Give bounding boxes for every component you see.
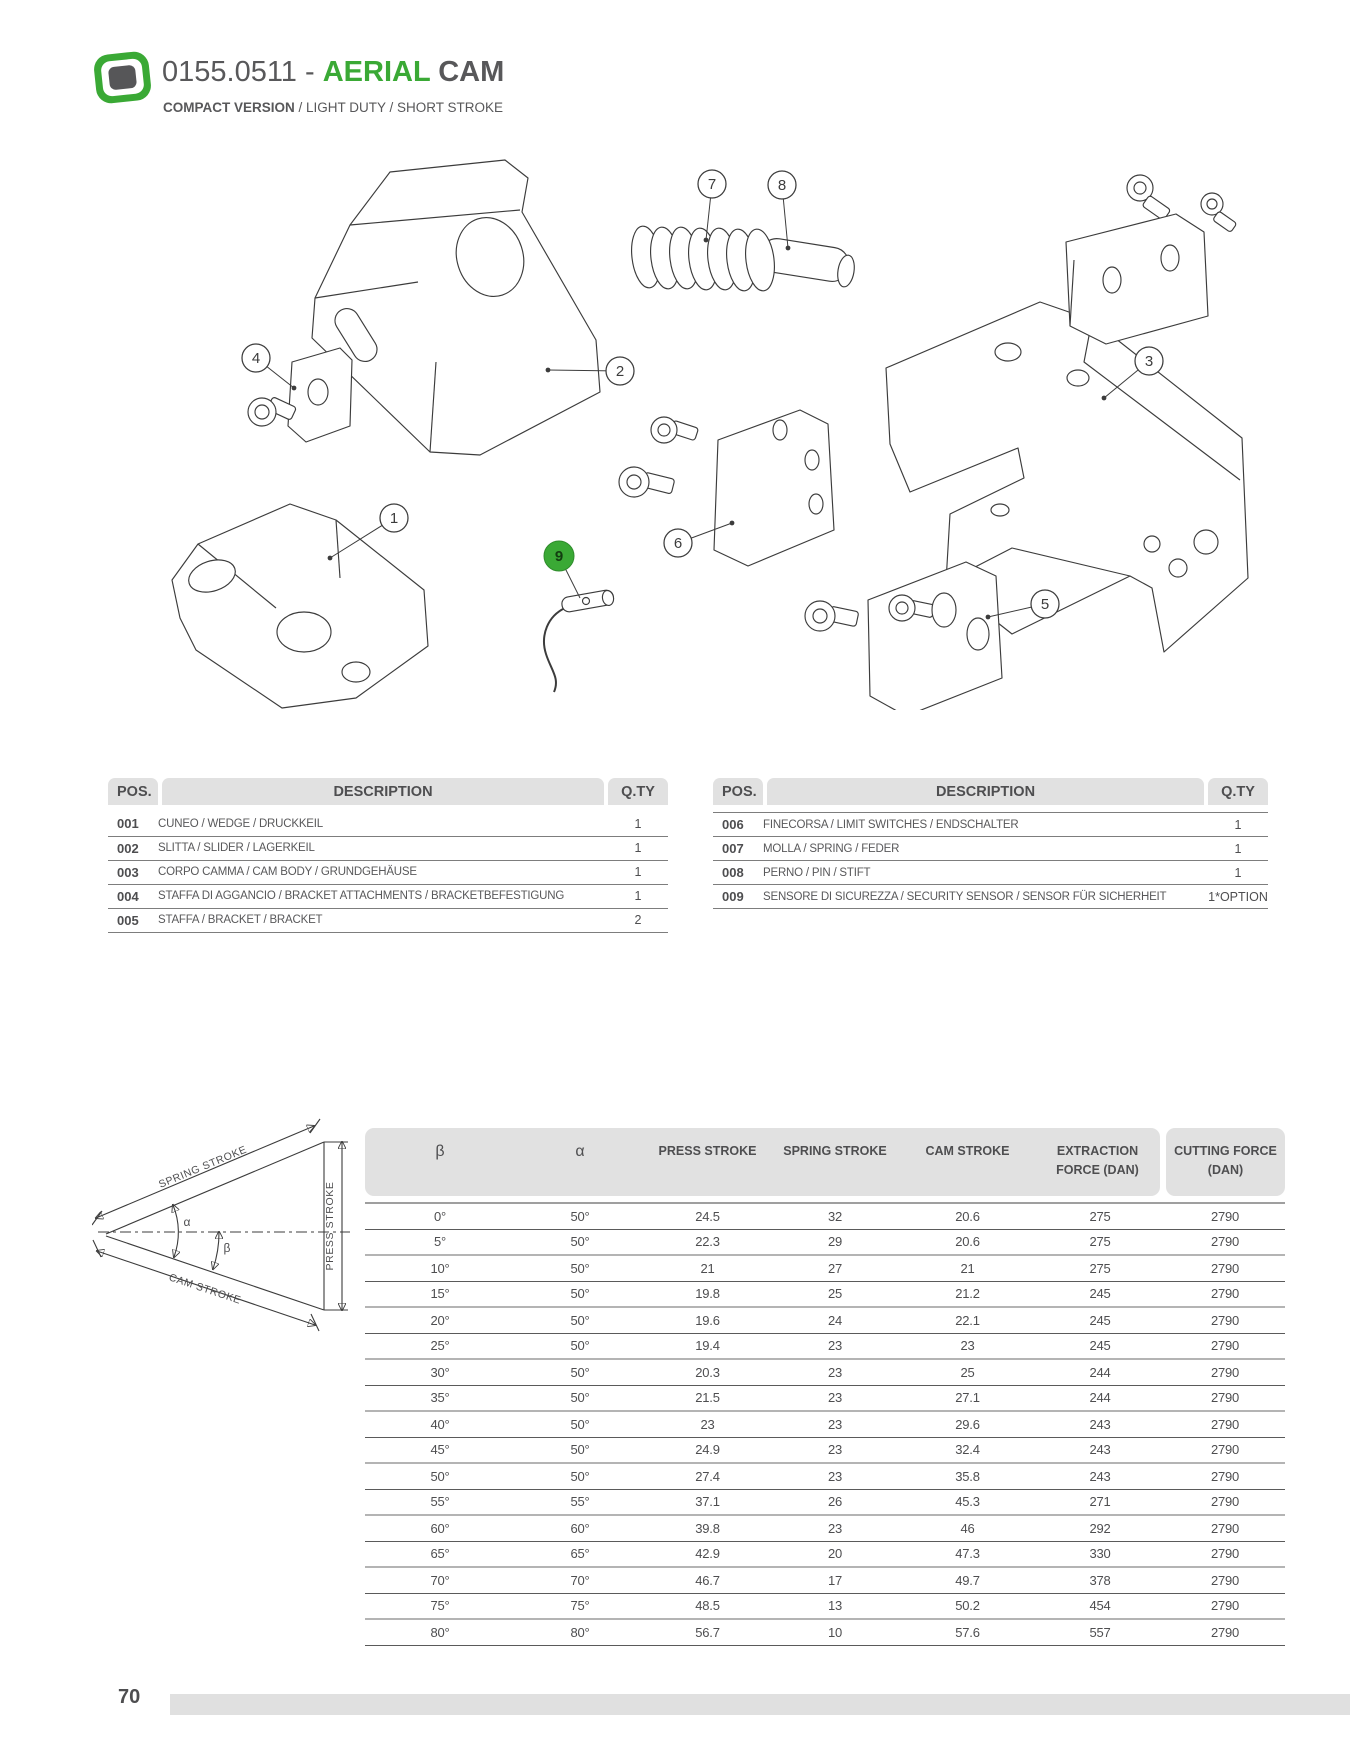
part-row-cell-qty: 1 [608,884,668,908]
stroke-row-cell-0: 10° [365,1255,515,1281]
stroke-row-cell-4: 20.6 [900,1203,1035,1229]
callout-9-label: 9 [554,548,564,565]
stroke-row [365,1411,1285,1437]
stroke-row-cell-0: 70° [365,1567,515,1593]
stroke-row-cell-2: 48.5 [645,1593,770,1619]
callout-8 [768,171,796,250]
part-row-cell-description: STAFFA / BRACKET / BRACKET [158,908,608,932]
stroke-row-cell-3: 20 [770,1541,900,1567]
col-header-description: DESCRIPTION [162,778,604,805]
stroke-row [365,1359,1285,1385]
part-row-cell-description: SLITTA / SLIDER / LAGERKEIL [158,836,608,860]
cam-stroke-label: CAM STROKE [167,1271,243,1307]
part-row [108,908,668,932]
part-slider [172,504,428,708]
stroke-row-cell-1: 50° [515,1203,645,1229]
parts-table-right-body [713,813,1268,909]
stroke-row-cell-0: 40° [365,1411,515,1437]
part-row-cell-pos: 008 [713,861,763,885]
stroke-row-cell-2: 22.3 [645,1229,770,1255]
stroke-row-cell-3: 23 [770,1515,900,1541]
col-header-cutting-force: CUTTING FORCE (DAN) [1166,1128,1285,1196]
stroke-row-cell-2: 23 [645,1411,770,1437]
part-row-cell-description: CORPO CAMMA / CAM BODY / GRUNDGEHÄUSE [158,860,608,884]
stroke-row-cell-2: 19.6 [645,1307,770,1333]
stroke-row-cell-0: 55° [365,1489,515,1515]
part-bracket-top [1066,175,1237,344]
col-header-alpha: α [575,1143,585,1160]
stroke-row-cell-3: 13 [770,1593,900,1619]
part-row [108,836,668,860]
stroke-row-cell-4: 21.2 [900,1281,1035,1307]
press-stroke-label: PRESS STROKE [324,1181,336,1271]
callout-1-label: 1 [389,510,399,527]
spring-stroke-dimension [92,1119,324,1234]
part-bracket-bottom [805,562,1002,710]
stroke-row-cell-4: 46 [900,1515,1035,1541]
stroke-row-cell-5: 275 [1035,1203,1165,1229]
stroke-row-cell-6: 2790 [1165,1489,1285,1515]
stroke-row-cell-3: 23 [770,1333,900,1359]
stroke-row-cell-3: 26 [770,1489,900,1515]
stroke-row-cell-6: 2790 [1165,1255,1285,1281]
stroke-row [365,1463,1285,1489]
part-row-cell-pos: 007 [713,837,763,861]
stroke-row-cell-3: 32 [770,1203,900,1229]
stroke-row-cell-6: 2790 [1165,1281,1285,1307]
part-cam-body [312,160,600,455]
stroke-row-cell-3: 23 [770,1359,900,1385]
part-row-cell-pos: 009 [713,885,763,909]
stroke-row-cell-4: 29.6 [900,1411,1035,1437]
stroke-row [365,1203,1285,1229]
stroke-row-cell-5: 330 [1035,1541,1165,1567]
stroke-row-cell-4: 21 [900,1255,1035,1281]
stroke-table-header [365,1128,1285,1196]
product-name: CAM [430,56,505,88]
stroke-row-cell-4: 47.3 [900,1541,1035,1567]
cam-stroke-dimension [93,1236,324,1331]
stroke-row-cell-4: 35.8 [900,1463,1035,1489]
stroke-row-cell-2: 46.7 [645,1567,770,1593]
press-stroke-dimension [324,1142,348,1310]
stroke-row-cell-2: 19.4 [645,1333,770,1359]
stroke-row-cell-2: 20.3 [645,1359,770,1385]
stroke-row-cell-6: 2790 [1165,1567,1285,1593]
stroke-row-cell-0: 30° [365,1359,515,1385]
stroke-row-cell-0: 0° [365,1203,515,1229]
stroke-row-cell-5: 244 [1035,1385,1165,1411]
parts-table-right [713,778,1268,909]
stroke-table-body [365,1203,1285,1645]
stroke-row [365,1333,1285,1359]
alpha-angle [173,1205,191,1257]
part-row-cell-qty: 2 [608,908,668,932]
stroke-row-cell-5: 245 [1035,1307,1165,1333]
stroke-row-cell-0: 35° [365,1385,515,1411]
part-row-cell-qty: 1 [1208,837,1268,861]
stroke-row-cell-4: 57.6 [900,1619,1035,1645]
stroke-row-cell-0: 45° [365,1437,515,1463]
stroke-row-cell-2: 21 [645,1255,770,1281]
stroke-row-cell-4: 25 [900,1359,1035,1385]
stroke-row-cell-3: 27 [770,1255,900,1281]
stroke-row [365,1307,1285,1333]
stroke-row-cell-2: 27.4 [645,1463,770,1489]
stroke-row-cell-0: 65° [365,1541,515,1567]
stroke-row-cell-5: 245 [1035,1333,1165,1359]
stroke-row-cell-4: 20.6 [900,1229,1035,1255]
callout-2-label: 2 [615,363,625,380]
stroke-row [365,1515,1285,1541]
stroke-row-cell-6: 2790 [1165,1359,1285,1385]
stroke-row [365,1229,1285,1255]
parts-table-left-header [108,778,668,805]
callout-9-highlighted [544,541,580,598]
stroke-row [365,1255,1285,1281]
beta-label: β [223,1241,231,1255]
stroke-row-cell-3: 23 [770,1385,900,1411]
stroke-row-cell-3: 23 [770,1437,900,1463]
stroke-row-cell-6: 2790 [1165,1203,1285,1229]
stroke-row [365,1541,1285,1567]
stroke-row-cell-2: 37.1 [645,1489,770,1515]
callout-4-label: 4 [251,350,261,367]
stroke-row-cell-1: 60° [515,1515,645,1541]
stroke-row-cell-1: 50° [515,1385,645,1411]
part-row [713,813,1268,837]
stroke-row-cell-1: 50° [515,1411,645,1437]
stroke-row [365,1593,1285,1619]
stroke-row-cell-2: 42.9 [645,1541,770,1567]
part-row-cell-description: STAFFA DI AGGANCIO / BRACKET ATTACHMENTS / BRACKETBEFESTIGUNG [158,884,608,908]
stroke-table [365,1202,1285,1646]
stroke-row-cell-5: 557 [1035,1619,1165,1645]
stroke-row-cell-6: 2790 [1165,1619,1285,1645]
part-row [713,837,1268,861]
stroke-row-cell-4: 32.4 [900,1437,1035,1463]
subtitle-variant: / LIGHT DUTY / SHORT STROKE [294,100,504,115]
stroke-row [365,1437,1285,1463]
part-row-cell-description: CUNEO / WEDGE / DRUCKKEIL [158,812,608,836]
part-row [713,885,1268,909]
stroke-row-cell-4: 23 [900,1333,1035,1359]
stroke-row-cell-3: 24 [770,1307,900,1333]
stroke-row-cell-5: 454 [1035,1593,1165,1619]
stroke-row-cell-3: 10 [770,1619,900,1645]
page-subtitle [163,100,503,115]
stroke-row-cell-0: 80° [365,1619,515,1645]
stroke-row-cell-6: 2790 [1165,1437,1285,1463]
col-header-cam-stroke: CAM STROKE [925,1144,1010,1158]
stroke-row-cell-5: 245 [1035,1281,1165,1307]
stroke-row-cell-1: 50° [515,1229,645,1255]
stroke-row-cell-4: 45.3 [900,1489,1035,1515]
stroke-angle-diagram [92,1112,354,1340]
stroke-row-cell-1: 50° [515,1255,645,1281]
part-row-cell-qty: 1 [1208,861,1268,885]
alpha-label: α [183,1215,191,1229]
col-header-pos: POS. [713,778,763,805]
stroke-table-header-main [365,1128,1160,1196]
stroke-row [365,1489,1285,1515]
stroke-row-cell-0: 5° [365,1229,515,1255]
stroke-row-cell-2: 24.5 [645,1203,770,1229]
stroke-row-cell-0: 60° [365,1515,515,1541]
part-row-cell-qty: 1 [608,812,668,836]
stroke-row-cell-6: 2790 [1165,1385,1285,1411]
part-row-cell-qty: 1 [1208,813,1268,837]
callout-5-label: 5 [1040,596,1050,613]
stroke-row-cell-0: 15° [365,1281,515,1307]
stroke-row-cell-6: 2790 [1165,1463,1285,1489]
col-header-qty: Q.TY [608,778,668,805]
part-row-cell-description: PERNO / PIN / STIFT [763,861,1208,885]
stroke-row-cell-1: 65° [515,1541,645,1567]
stroke-row-cell-0: 20° [365,1307,515,1333]
page-number: 70 [118,1686,141,1708]
parts-table-right-header [713,778,1268,805]
stroke-row-cell-1: 50° [515,1437,645,1463]
part-row-cell-qty: 1 [608,836,668,860]
part-row [108,884,668,908]
stroke-row-cell-5: 271 [1035,1489,1165,1515]
brand-logo-icon-core [108,65,137,91]
page-title [162,56,504,89]
stroke-row-cell-2: 56.7 [645,1619,770,1645]
stroke-row-cell-2: 39.8 [645,1515,770,1541]
stroke-row-cell-6: 2790 [1165,1229,1285,1255]
stroke-row-cell-6: 2790 [1165,1333,1285,1359]
stroke-row-cell-5: 243 [1035,1437,1165,1463]
stroke-row-cell-3: 29 [770,1229,900,1255]
product-name-accent: AERIAL [322,56,431,88]
part-safety-sensor [544,589,615,692]
part-row [108,812,668,836]
footer-bar [170,1694,1350,1715]
stroke-row-cell-5: 243 [1035,1463,1165,1489]
stroke-row [365,1281,1285,1307]
part-row-cell-pos: 003 [108,860,158,884]
stroke-row-cell-1: 50° [515,1463,645,1489]
stroke-row [365,1619,1285,1645]
stroke-row-cell-3: 25 [770,1281,900,1307]
part-row-cell-pos: 005 [108,908,158,932]
col-header-extraction-force: EXTRACTION FORCE (DAN) [1056,1144,1139,1177]
stroke-row-cell-1: 70° [515,1567,645,1593]
stroke-row-cell-1: 75° [515,1593,645,1619]
part-row-cell-description: FINECORSA / LIMIT SWITCHES / ENDSCHALTER [763,813,1208,837]
stroke-row-cell-5: 275 [1035,1229,1165,1255]
col-header-qty: Q.TY [1208,778,1268,805]
stroke-row-cell-3: 17 [770,1567,900,1593]
stroke-row-cell-6: 2790 [1165,1541,1285,1567]
part-row-cell-description: SENSORE DI SICUREZZA / SECURITY SENSOR / SENSOR FÜR SICHERHEIT [763,885,1208,909]
stroke-row-cell-1: 50° [515,1333,645,1359]
stroke-row [365,1385,1285,1411]
col-header-description: DESCRIPTION [767,778,1204,805]
stroke-row-cell-1: 55° [515,1489,645,1515]
stroke-row-cell-4: 50.2 [900,1593,1035,1619]
callout-6-label: 6 [673,535,683,552]
part-row-cell-qty: 1*OPTION [1208,885,1268,909]
part-limit-switch-plate [619,410,834,566]
stroke-row-cell-3: 23 [770,1411,900,1437]
stroke-row-cell-4: 22.1 [900,1307,1035,1333]
stroke-row-cell-1: 80° [515,1619,645,1645]
stroke-row-cell-1: 50° [515,1281,645,1307]
part-row-cell-qty: 1 [608,860,668,884]
stroke-row-cell-6: 2790 [1165,1307,1285,1333]
stroke-row-cell-5: 244 [1035,1359,1165,1385]
stroke-row-cell-5: 292 [1035,1515,1165,1541]
product-code: 0155.0511 - [162,56,323,88]
col-header-beta: β [435,1143,445,1160]
part-row-cell-pos: 006 [713,813,763,837]
stroke-row-cell-1: 50° [515,1359,645,1385]
parts-table-left [108,778,668,933]
part-row [108,860,668,884]
stroke-row-cell-0: 75° [365,1593,515,1619]
stroke-row-cell-2: 21.5 [645,1385,770,1411]
stroke-row-cell-1: 50° [515,1307,645,1333]
part-row-cell-pos: 002 [108,836,158,860]
col-header-pos: POS. [108,778,158,805]
stroke-row-cell-4: 27.1 [900,1385,1035,1411]
stroke-row-cell-2: 19.8 [645,1281,770,1307]
callout-3-label: 3 [1144,353,1154,370]
exploded-diagram [0,130,1359,710]
callout-4 [242,344,296,390]
stroke-row-cell-2: 24.9 [645,1437,770,1463]
part-spring [628,225,777,293]
stroke-row-cell-6: 2790 [1165,1593,1285,1619]
spring-stroke-label: SPRING STROKE [157,1143,249,1191]
stroke-row-cell-3: 23 [770,1463,900,1489]
stroke-row-cell-0: 25° [365,1333,515,1359]
stroke-row-cell-5: 243 [1035,1411,1165,1437]
callout-7-label: 7 [707,176,717,193]
part-row-cell-description: MOLLA / SPRING / FEDER [763,837,1208,861]
stroke-row-cell-5: 275 [1035,1255,1165,1281]
stroke-row-cell-6: 2790 [1165,1515,1285,1541]
col-header-press-stroke: PRESS STROKE [658,1144,757,1158]
col-header-spring-stroke: SPRING STROKE [783,1144,887,1158]
part-row-cell-pos: 001 [108,812,158,836]
stroke-row-cell-5: 378 [1035,1567,1165,1593]
callout-8-label: 8 [777,177,787,194]
beta-angle [213,1232,231,1269]
parts-table-left-body [108,812,668,932]
stroke-row-cell-4: 49.7 [900,1567,1035,1593]
stroke-row-cell-6: 2790 [1165,1411,1285,1437]
stroke-row [365,1567,1285,1593]
stroke-row-cell-0: 50° [365,1463,515,1489]
subtitle-version: COMPACT VERSION [163,100,295,115]
part-row-cell-pos: 004 [108,884,158,908]
part-row [713,861,1268,885]
